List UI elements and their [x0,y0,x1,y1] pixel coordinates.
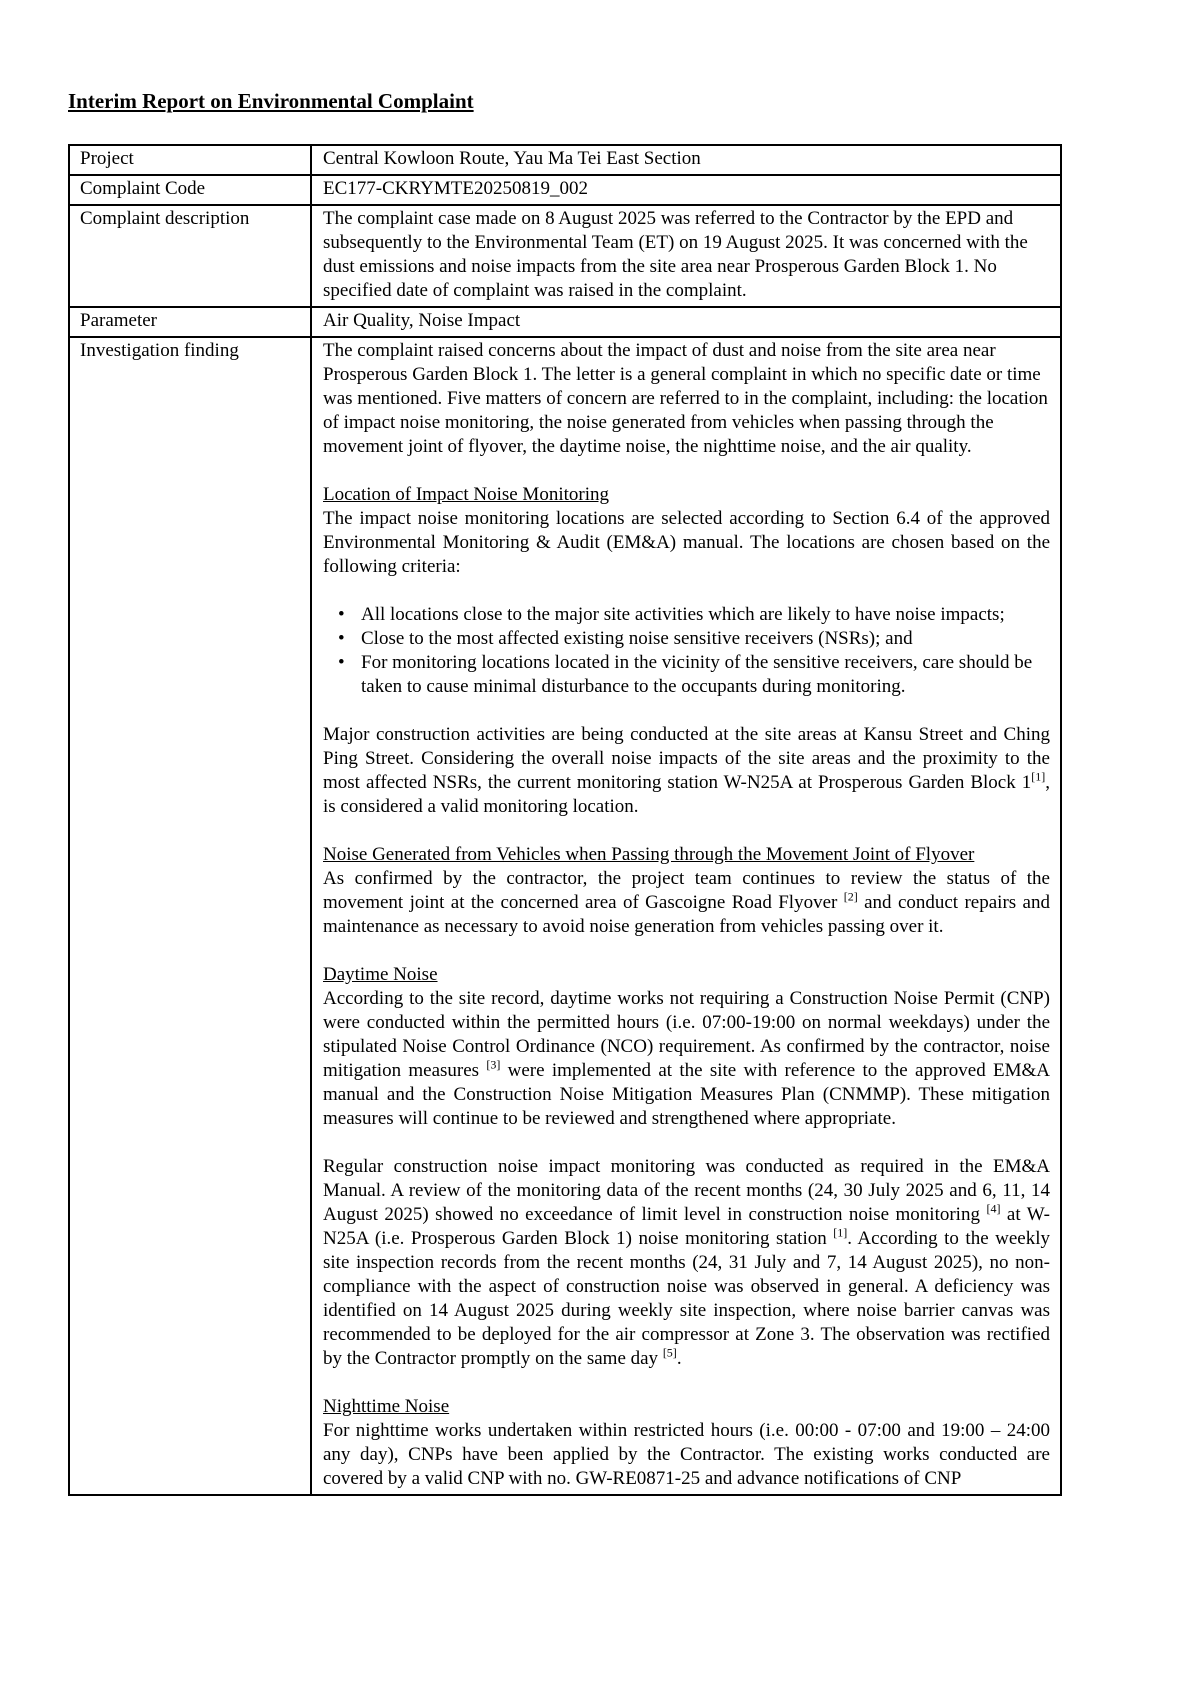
section-heading-location-of-impact-noise-monitoring: Location of Impact Noise Monitoring [323,484,609,505]
major-construction-paragraph [323,723,1050,819]
list-item: • For monitoring locations located in the vicinity of the sensitive receivers, care should be taken to cause minimal disturbance to the occupants during monitoring. [323,651,1050,699]
text-segment: For nighttime works undertaken within restricted hours (i.e. 00:00 - 07:00 and 19:00 – 24:00 any day), CNPs have been applied by the Contractor. The existing works conducted are covered by a valid CNP with no. GW-RE0871-25 and advance notifications of CNP [323,1420,1050,1489]
footnote-ref: [5] [662,1345,677,1360]
text-segment: The complaint raised concerns about the impact of dust and noise from the site area near Prosperous Garden Block 1. The letter is a general complaint in which no specific date or time was mentioned. Five matters of concern are referred to in the complaint, including: the location of impact noise monitoring, the noise generated from vehicles when passing through the movement joint of flyover, the daytime noise, the nighttime noise, and the air quality. [323,340,1048,457]
footnote-ref: [4] [986,1201,1001,1216]
row-label-complaint-code: Complaint Code [69,175,311,205]
text-segment: According to the site record, daytime works not requiring a Construction Noise Permit (CNP) were conducted within the permitted hours (i.e. 07:00-19:00 on normal weekdays) under the stipulated Noise Control Ordinance (NCO) requirement. As confirmed by the contractor, noise mitigation measures [323,988,1050,1081]
text-segment: Major construction activities are being conducted at the site areas at Kansu Street and Ching Ping Street. Considering the overall noise impacts of the site areas and the proximity to the most affected NSRs, the current monitoring station W-N25A at Prosperous Garden Block 1 [323,724,1050,793]
row-value-investigation-finding [311,337,1061,1495]
row-label-complaint-description: Complaint description [69,205,311,307]
footnote-ref: [1] [833,1225,848,1240]
text-segment: . [676,1348,682,1369]
section-heading-noise-from-vehicles: Noise Generated from Vehicles when Passing through the Movement Joint of Flyover [323,844,975,865]
section-heading-daytime-noise: Daytime Noise [323,964,438,985]
footnote-ref: [2] [843,889,858,904]
monitoring-criteria-list [323,603,1050,699]
row-value-project: Central Kowloon Route, Yau Ma Tei East Section [311,145,1061,175]
text-segment: Regular construction noise impact monitoring was conducted as required in the EM&A Manual. A review of the monitoring data of the recent months (24, 30 July 2025 and 6, 11, 14 August 2025) showed no exceedance of limit level in construction noise monitoring [323,1156,1050,1225]
noise-monitoring-results-paragraph [323,1155,1050,1371]
text-segment: at W-N25A (i.e. Prosperous Garden Block 1) noise monitoring station [323,1204,1050,1249]
row-value-complaint-code: EC177-CKRYMTE20250819_002 [311,175,1061,205]
list-item: • All locations close to the major site activities which are likely to have noise impacts; [323,603,1050,627]
page-title: Interim Report on Environmental Complaint [68,89,474,113]
daytime-noise-paragraph [323,987,1050,1131]
text-segment: were implemented at the site with reference to the approved EM&A manual and the Construction Noise Mitigation Measures Plan (CNMMP). These mitigation measures will continue to be reviewed and strengthened where appropriate. [323,1060,1050,1129]
footnote-ref: [3] [486,1057,501,1072]
table-row-investigation-finding [69,337,1061,1495]
row-value-parameter: Air Quality, Noise Impact [311,307,1061,337]
row-value-complaint-description: The complaint case made on 8 August 2025 was referred to the Contractor by the EPD and subsequently to the Environmental Team (ET) on 19 August 2025. It was concerned with the dust emissions and noise impacts from the site area near Prosperous Garden Block 1. No specified date of complaint was raised in the complaint. [311,205,1061,307]
location-monitoring-paragraph [323,507,1050,579]
investigation-intro-paragraph [323,339,1050,459]
row-label-parameter: Parameter [69,307,311,337]
table-row-project [69,145,1061,175]
table-row-parameter [69,307,1061,337]
footnote-ref: [1] [1031,769,1046,784]
row-label-project: Project [69,145,311,175]
text-segment: . According to the weekly site inspection records from the recent months (24, 31 July and 7, 14 August 2025), no non-compliance with the aspect of construction noise was observed in general. A deficiency was identified on 14 August 2025 during weekly site inspection, where noise barrier canvas was recommended to be deployed for the air compressor at Zone 3. The observation was rectified by the Contractor promptly on the same day [323,1228,1050,1369]
text-segment: The impact noise monitoring locations are selected according to Section 6.4 of the approved Environmental Monitoring & Audit (EM&A) manual. The locations are chosen based on the following criteria: [323,508,1050,577]
text-segment: , is considered a valid monitoring location. [323,772,1050,817]
table-row-complaint-description [69,205,1061,307]
list-item: • Close to the most affected existing noise sensitive receivers (NSRs); and [323,627,1050,651]
table-row-complaint-code [69,175,1061,205]
nighttime-noise-paragraph [323,1419,1050,1491]
text-segment: As confirmed by the contractor, the project team continues to review the status of the movement joint at the concerned area of Gascoigne Road Flyover [323,868,1050,913]
text-segment: and conduct repairs and maintenance as necessary to avoid noise generation from vehicles passing over it. [323,892,1050,937]
section-heading-nighttime-noise: Nighttime Noise [323,1396,450,1417]
row-label-investigation-finding: Investigation finding [69,337,311,1495]
complaint-report-table [68,144,1062,1496]
movement-joint-paragraph [323,867,1050,939]
